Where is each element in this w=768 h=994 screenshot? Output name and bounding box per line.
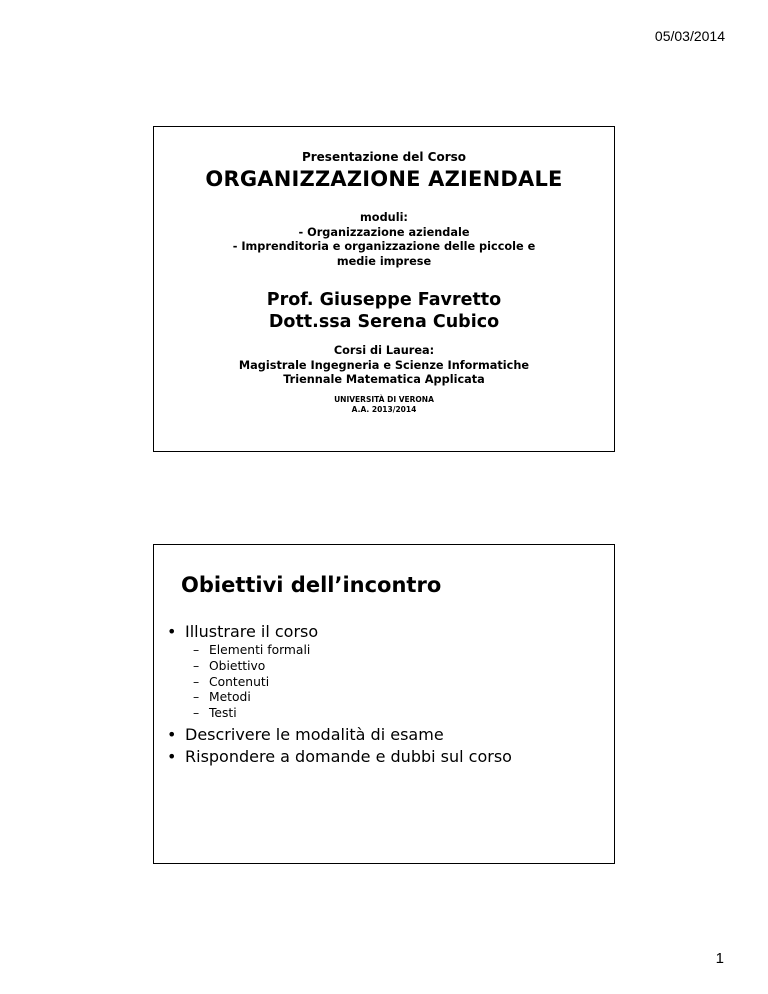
modules-line: moduli: xyxy=(360,211,408,224)
courses-block xyxy=(154,344,614,388)
list-item xyxy=(167,621,512,722)
dash-icon: – xyxy=(193,690,200,705)
bullet-icon: • xyxy=(167,746,177,766)
list-item-text: Illustrare il corso xyxy=(185,622,319,641)
sub-list-item xyxy=(193,706,512,722)
professors-block xyxy=(154,289,614,333)
sub-list-item xyxy=(193,643,512,659)
courses-line: Magistrale Ingegneria e Scienze Informatiche xyxy=(238,358,530,372)
dash-icon: – xyxy=(193,658,200,673)
bullet-icon: • xyxy=(167,724,177,744)
sub-list-item-text: Metodi xyxy=(209,690,251,705)
course-title: ORGANIZZAZIONE AZIENDALE xyxy=(205,167,563,191)
courses-line: Corsi di Laurea: xyxy=(333,344,435,357)
modules-block xyxy=(154,211,614,269)
sub-list xyxy=(167,643,512,722)
slide-pretitle: Presentazione del Corso xyxy=(301,150,467,164)
objectives-list xyxy=(167,621,512,768)
list-item xyxy=(167,724,512,746)
sub-list-item-text: Contenuti xyxy=(209,674,270,689)
bullet-icon: • xyxy=(167,622,177,641)
page-number: 1 xyxy=(715,950,724,967)
slide-title: Obiettivi dell’incontro xyxy=(181,573,442,597)
professor-name: Prof. Giuseppe Favretto xyxy=(266,290,502,310)
slide-course-presentation xyxy=(153,126,615,452)
modules-line: - Organizzazione aziendale xyxy=(298,225,470,239)
university-block xyxy=(154,395,614,414)
modules-line: - Imprenditoria e organizzazione delle piccole e xyxy=(232,240,536,253)
sub-list-item-text: Elementi formali xyxy=(209,643,311,657)
sub-list-item xyxy=(193,690,512,706)
list-item-text: Rispondere a domande e dubbi sul corso xyxy=(185,746,512,766)
professor-name: Dott.ssa Serena Cubico xyxy=(268,312,500,332)
slide-objectives xyxy=(153,544,615,864)
courses-line: Triennale Matematica Applicata xyxy=(283,373,485,386)
dash-icon: – xyxy=(193,643,200,657)
sub-list-item-text: Obiettivo xyxy=(209,658,266,673)
sub-list-item xyxy=(193,659,512,675)
dash-icon: – xyxy=(193,706,200,721)
page-date: 05/03/2014 xyxy=(654,28,725,44)
list-item-text: Descrivere le modalità di esame xyxy=(185,724,444,744)
list-item xyxy=(167,746,512,768)
sub-list-item-text: Testi xyxy=(209,706,237,721)
sub-list-item xyxy=(193,675,512,691)
modules-line: medie imprese xyxy=(336,254,432,268)
university-name: UNIVERSITÀ DI VERONA xyxy=(334,395,434,404)
dash-icon: – xyxy=(193,674,200,689)
academic-year: A.A. 2013/2014 xyxy=(351,404,417,414)
